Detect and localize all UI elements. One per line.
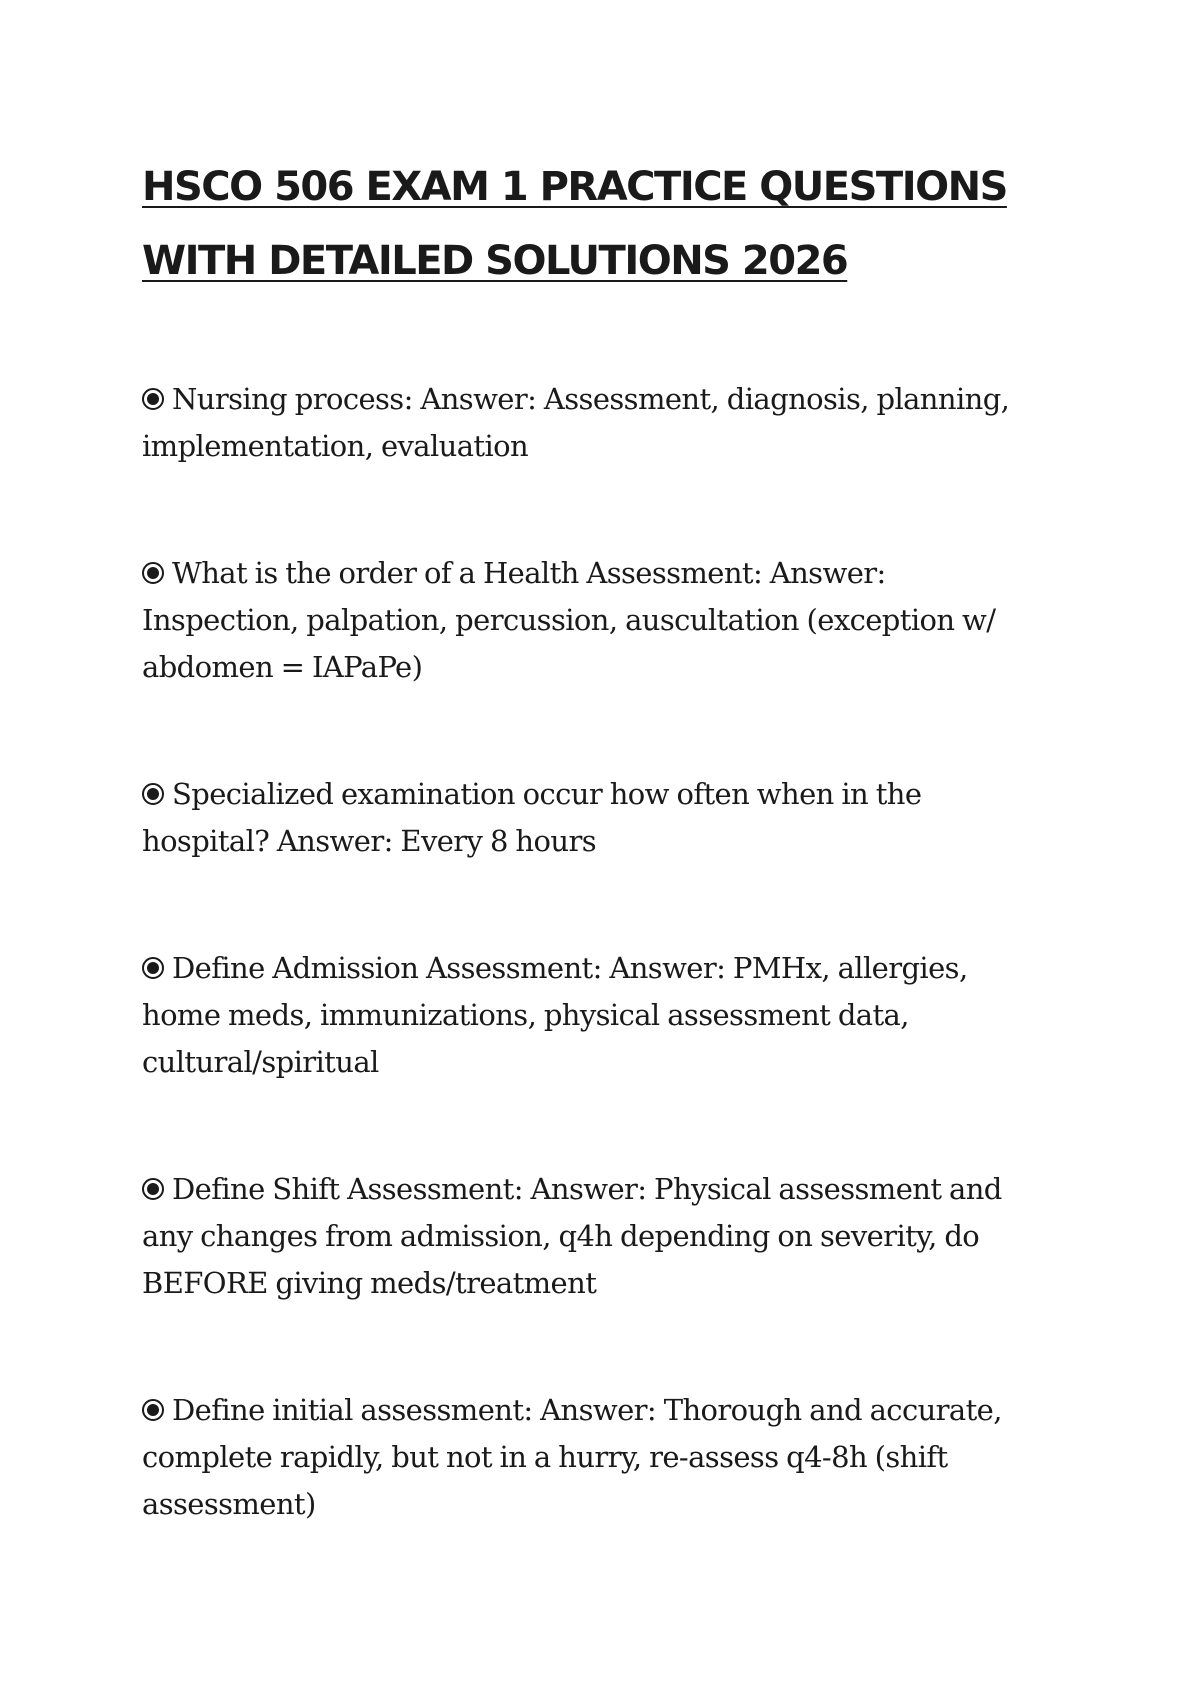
radio-bullet-icon	[142, 957, 164, 979]
radio-bullet-icon	[142, 388, 164, 410]
qa-item	[142, 376, 1042, 470]
qa-item	[142, 1387, 1042, 1528]
qa-item	[142, 771, 1042, 865]
qa-item	[142, 945, 1042, 1086]
qa-text: What is the order of a Health Assessment: Answer: Inspection, palpation, percussion, auscultation (exception w/ abdomen = IAPaPe)	[142, 556, 996, 684]
title-line-1: HSCO 506 EXAM 1 PRACTICE QUESTIONS	[142, 164, 1007, 210]
qa-item	[142, 1166, 1042, 1307]
title-line-2: WITH DETAILED SOLUTIONS 2026	[142, 238, 848, 284]
qa-text: Define Admission Assessment: Answer: PMHx, allergies, home meds, immunizations, physical assessment data, cultural/spiritual	[142, 951, 968, 1079]
qa-text: Define Shift Assessment: Answer: Physical assessment and any changes from admission, q4h depending on severity, do BEFORE giving meds/treatment	[142, 1172, 1002, 1300]
qa-text: Nursing process: Answer: Assessment, diagnosis, planning, implementation, evaluation	[142, 382, 1010, 463]
radio-bullet-icon	[142, 1178, 164, 1200]
qa-list	[142, 376, 1042, 1608]
radio-bullet-icon	[142, 562, 164, 584]
radio-bullet-icon	[142, 783, 164, 805]
document-title	[142, 150, 1042, 298]
radio-bullet-icon	[142, 1399, 164, 1421]
qa-text: Define initial assessment: Answer: Thorough and accurate, complete rapidly, but not in a hurry, re-assess q4-8h (shift assessment)	[142, 1393, 1002, 1521]
qa-item	[142, 550, 1042, 691]
qa-text: Specialized examination occur how often when in the hospital? Answer: Every 8 hours	[142, 777, 922, 858]
